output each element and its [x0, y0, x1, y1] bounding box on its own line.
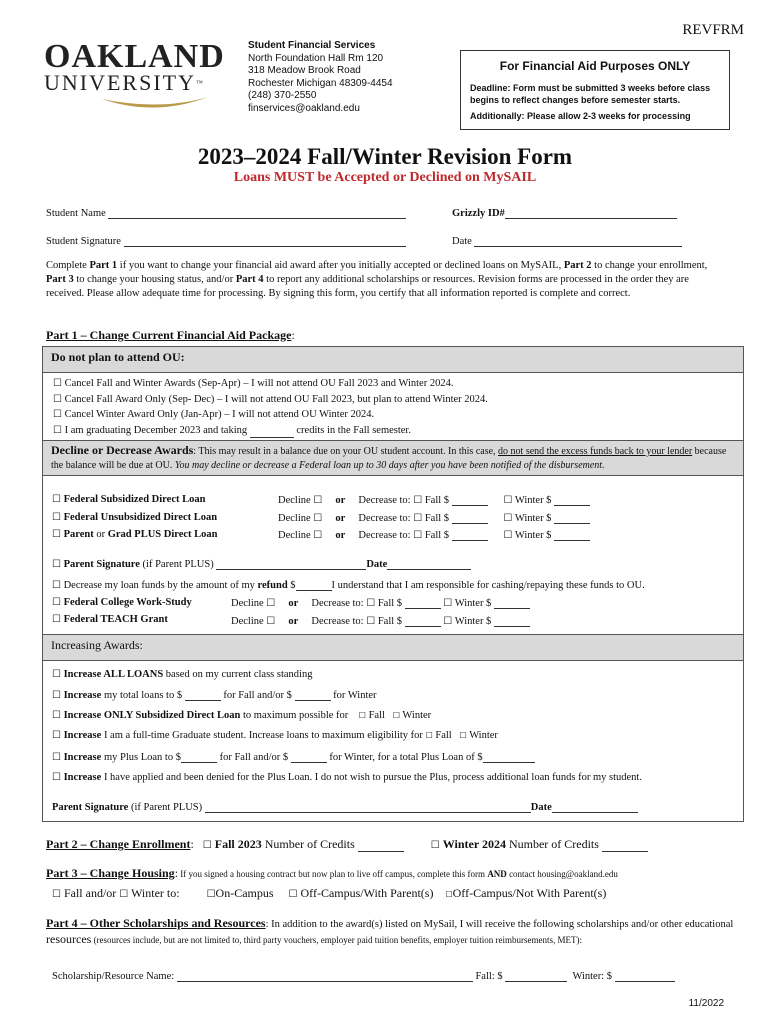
- teach-grant-row: ☐ Federal TEACH Grant: [52, 614, 168, 625]
- work-study-columns: Decline ☐ or Decrease to: ☐ Fall $ ☐ Winter $ Decline ☐ or Decrease to: ☐ Fall $ ☐ Winter $: [231, 597, 530, 632]
- loan-row: ☐ Federal Unsubsidized Direct Loan: [52, 512, 218, 523]
- scholarship-entry-row[interactable]: Scholarship/Resource Name: Fall: $ Winter: $: [52, 970, 675, 982]
- decline-heading-block: Decline or Decrease Awards: This may result in a balance due on your OU student account. In this case, do not send the excess funds back to your lender because the balance will be due at OU. You may decline or decrease a Federal loan up to 30 days after you have been notified of the disbursement.: [43, 440, 743, 476]
- checkbox-icon: ☐: [53, 409, 62, 420]
- checkbox-icon[interactable]: ☐: [445, 890, 453, 899]
- loan-row: ☐ Federal Subsidized Direct Loan: [52, 494, 206, 505]
- part3-options: ☐ Fall and/or ☐ Winter to: ☐On-Campus ☐ Off-Campus/With Parent(s) ☐Off-Campus/Not With Parent(s): [52, 886, 607, 900]
- checkbox-icon[interactable]: ☐: [206, 889, 216, 900]
- increase-box: [42, 634, 744, 822]
- increase-total-loans-option[interactable]: ☐ Increase my total loans to $ for Fall and/or $ for Winter: [52, 690, 377, 701]
- checkbox-icon: ☐: [392, 711, 400, 720]
- part1-box: [42, 346, 744, 636]
- office-address: Student Financial Services North Foundation Hall Rm 120 318 Meadow Brook Road Rochester Michigan 48309-4454 (248) 370-2550 finservices@oakland.edu: [248, 40, 393, 114]
- increase-plus-option[interactable]: ☐ Increase my Plus Loan to $ for Fall and/or $ for Winter, for a total Plus Loan of $: [52, 751, 535, 763]
- part4-block: Part 4 – Other Scholarships and Resources: In addition to the award(s) listed on MySail, I will receive the following scholarships and/or other educational resources (resources include, but are not limited to, third party vouchers, employer paid tuition benefits, employer tuition reimbursements, MET):: [46, 916, 734, 946]
- instructions-paragraph: Complete Part 1 if you want to change your financial aid award after you initially accepted or declined loans on MySAIL, Part 2 to change your enrollment, Part 3 to change your housing status, and/or Part 4 to report any additional scholarships or resources. Revision forms are processed in the order they are received. Please allow adequate time for processing. By signing this form, you certify that all information reported is complete and correct.: [46, 260, 708, 299]
- increase-all-loans-option[interactable]: ☐ Increase ALL LOANS based on my current class standing: [52, 669, 313, 680]
- checkbox-icon[interactable]: ☐: [52, 494, 61, 505]
- graduating-option[interactable]: ☐ I am graduating December 2023 and taking credits in the Fall semester.: [53, 423, 733, 439]
- refund-option[interactable]: ☐ Decrease my loan funds by the amount of my refund $ I understand that I am responsible for cashing/repaying these funds to OU.: [52, 580, 645, 591]
- admin-box: [460, 50, 730, 130]
- admin-heading: For Financial Aid Purposes ONLY: [499, 59, 691, 73]
- student-name-field[interactable]: Student Name: [46, 207, 406, 219]
- parent-signature-decline[interactable]: ☐ Parent Signature (if Parent PLUS) Date: [52, 558, 471, 570]
- checkbox-icon[interactable]: ☐: [52, 597, 61, 608]
- loan-row: ☐ Parent or Grad PLUS Direct Loan: [52, 529, 218, 540]
- student-signature-field[interactable]: Student Signature: [46, 235, 406, 247]
- checkbox-icon: ☐: [52, 580, 61, 591]
- work-study-row: ☐ Federal College Work-Study: [52, 597, 192, 608]
- part3-heading: Part 3 – Change Housing: If you signed a housing contract but now plan to live off campus, complete this form AND contact housing@oakland.edu: [46, 866, 618, 880]
- checkbox-icon[interactable]: ☐: [430, 840, 440, 851]
- checkbox-icon[interactable]: ☐: [366, 598, 376, 609]
- checkbox-icon: ☐: [53, 393, 62, 405]
- grizzly-id-field[interactable]: Grizzly ID#: [452, 207, 677, 219]
- parent-signature-increase[interactable]: Parent Signature (if Parent PLUS) Date: [52, 801, 638, 813]
- increase-heading: Increasing Awards:: [43, 635, 743, 661]
- logo-swoosh-icon: [100, 93, 210, 113]
- checkbox-icon[interactable]: ☐: [503, 530, 513, 541]
- cancel-fall-winter-option[interactable]: ☐ Cancel Fall and Winter Awards (Sep-Apr) – I will not attend OU Fall 2023 and Winter 2024.: [53, 378, 454, 389]
- checkbox-icon[interactable]: ☐: [443, 615, 453, 627]
- checkbox-icon: ☐: [52, 690, 61, 701]
- admin-deadline: Deadline: Form must be submitted 3 weeks before class begins to reflect changes before semester starts.: [470, 83, 711, 105]
- decline-columns: Decline ☐ or Decrease to: ☐ Fall $ ☐ Winter $ Decline ☐ or Decrease to: ☐ Fall $ ☐ Winter $ Decline ☐ or Decrease to: ☐ Fall $ ☐ Winter $: [278, 494, 590, 547]
- checkbox-icon: ☐: [425, 731, 433, 740]
- page-subtitle: Loans MUST be Accepted or Declined on MySAIL: [233, 170, 537, 185]
- increase-subsidized-option[interactable]: ☐ Increase ONLY Subsidized Direct Loan to maximum possible for ☐ Fall ☐ Winter: [52, 710, 432, 721]
- checkbox-icon[interactable]: ☐: [288, 889, 298, 900]
- cancel-fall-option[interactable]: ☐ Cancel Fall Award Only (Sep- Dec) – I will not attend OU Fall 2023, but plan to attend Winter 2024.: [53, 393, 488, 405]
- checkbox-icon[interactable]: ☐: [313, 495, 323, 506]
- checkbox-icon: ☐: [459, 731, 467, 740]
- increase-denied-plus-option[interactable]: ☐ Increase I have applied and been denied for the Plus Loan. I do not wish to pursue the Plus, process additional loan funds for my student.: [52, 772, 642, 783]
- checkbox-icon: ☐: [53, 424, 62, 436]
- checkbox-icon[interactable]: ☐: [413, 495, 423, 506]
- admin-additional: Additionally: Please allow 2-3 weeks for processing: [470, 111, 691, 121]
- page-title: 2023–2024 Fall/Winter Revision Form: [197, 144, 573, 169]
- checkbox-icon[interactable]: ☐: [52, 529, 61, 540]
- checkbox-icon[interactable]: ☐: [266, 615, 276, 627]
- checkbox-icon[interactable]: ☐: [313, 512, 323, 524]
- not-attend-list: [43, 373, 743, 440]
- checkbox-icon: ☐: [52, 772, 61, 783]
- checkbox-icon: ☐: [52, 669, 61, 680]
- date-field[interactable]: Date: [452, 235, 682, 247]
- not-attend-heading: Do not plan to attend OU:: [43, 347, 743, 373]
- cancel-winter-option[interactable]: ☐ Cancel Winter Award Only (Jan-Apr) – I will not attend OU Winter 2024.: [53, 409, 375, 420]
- checkbox-icon[interactable]: ☐: [202, 840, 212, 851]
- checkbox-icon[interactable]: ☐: [366, 615, 376, 627]
- checkbox-icon: ☐: [52, 559, 61, 570]
- checkbox-icon[interactable]: ☐: [503, 512, 513, 524]
- checkbox-icon[interactable]: ☐: [52, 614, 61, 625]
- part2-row: Part 2 – Change Enrollment: ☐ Fall 2023 Number of Credits ☐ Winter 2024 Number of Credits: [46, 837, 648, 852]
- footer-date: 11/2022: [688, 998, 724, 1009]
- checkbox-icon[interactable]: ☐: [313, 530, 323, 541]
- checkbox-icon[interactable]: ☐: [119, 889, 129, 900]
- checkbox-icon: ☐: [53, 378, 62, 389]
- checkbox-icon: ☐: [52, 730, 61, 741]
- checkbox-icon: ☐: [358, 711, 366, 720]
- increase-graduate-option[interactable]: ☐ Increase I am a full-time Graduate student. Increase loans to maximum eligibility for ☐ Fall ☐ Winter: [52, 730, 498, 741]
- checkbox-icon[interactable]: ☐: [443, 598, 453, 609]
- checkbox-icon: ☐: [52, 710, 61, 721]
- checkbox-icon[interactable]: ☐: [266, 598, 276, 609]
- checkbox-icon[interactable]: ☐: [413, 512, 423, 524]
- checkbox-icon[interactable]: ☐: [52, 512, 61, 523]
- part1-heading: Part 1 – Change Current Financial Aid Package:: [46, 328, 295, 342]
- checkbox-icon[interactable]: ☐: [52, 889, 61, 900]
- logo-university: UNIVERSITY™: [44, 70, 205, 95]
- form-code: REVFRM: [682, 22, 744, 38]
- checkbox-icon[interactable]: ☐: [503, 495, 513, 506]
- checkbox-icon[interactable]: ☐: [413, 530, 423, 541]
- logo-oakland: OAKLAND: [44, 38, 225, 75]
- checkbox-icon: ☐: [52, 752, 61, 763]
